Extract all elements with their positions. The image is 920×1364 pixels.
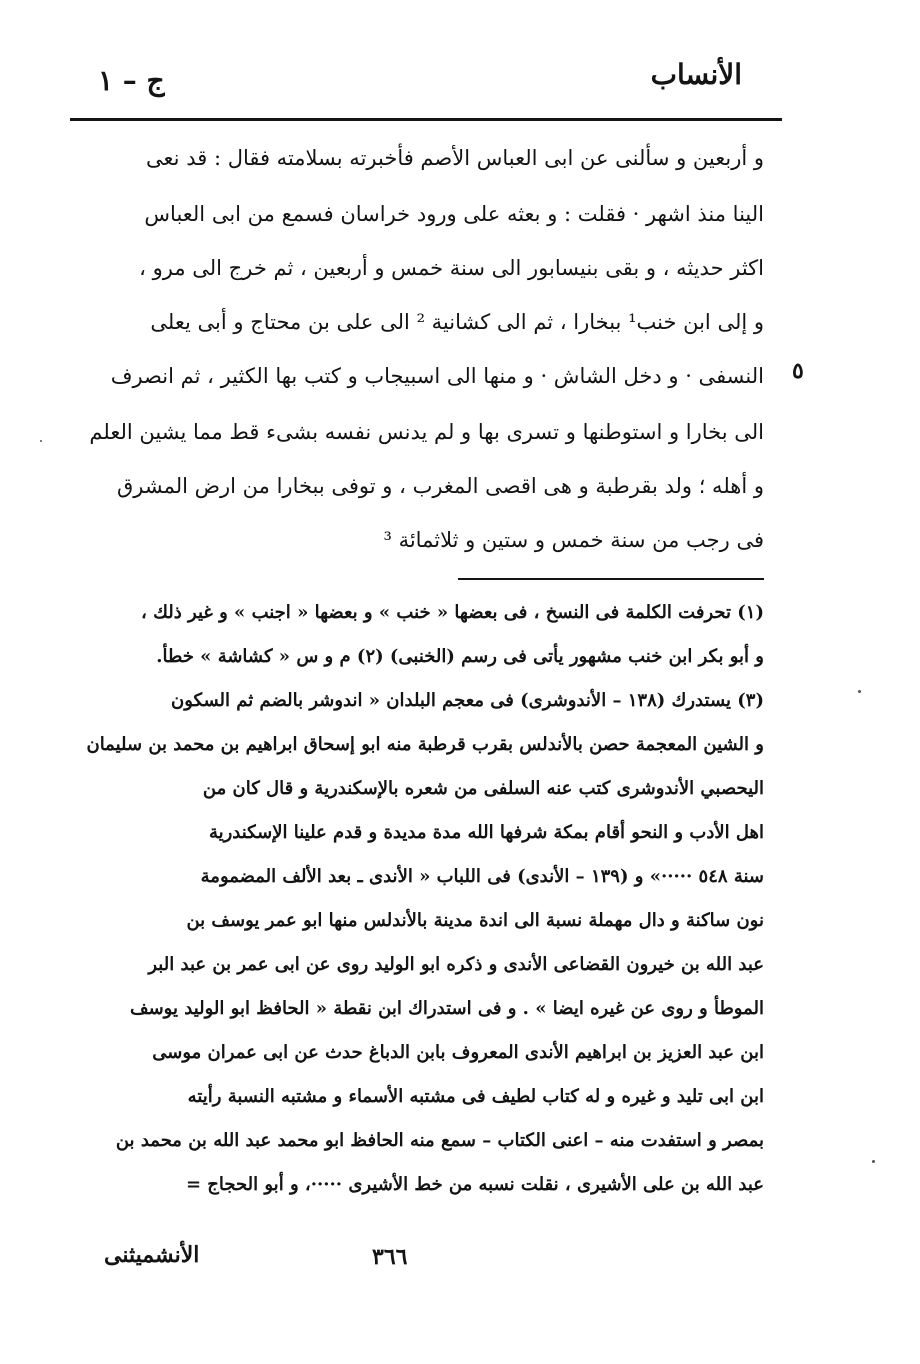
scan-speck <box>872 1160 875 1163</box>
main-text-line: و أهله ؛ ولد بقرطبة و هى اقصى المغرب ، و توفى ببخارا من ارض المشرق <box>116 474 764 498</box>
main-text-line: النسفى · و دخل الشاش · و منها الى اسبيجاب و كتب بها الكثير ، ثم انصرف <box>110 364 764 388</box>
main-text-line: الينا منذ اشهر · فقلت : و بعثه على ورود خراسان فسمع من ابى العباس <box>144 202 764 226</box>
footnote-line: اهل الأدب و النحو أقام بمكة شرفها الله مدة مديدة و قدم علينا الإسكندرية <box>208 822 764 843</box>
volume-number: ج – ١ <box>98 64 165 97</box>
footnote-rule <box>458 578 764 580</box>
footnote-line: ابن ابى تليد و غيره و له كتاب لطيف فى مشتبه الأسماء و مشتبه النسبة رأيته <box>187 1086 764 1107</box>
footnote-line: عبد الله بن على الأشيرى ، نقلت نسبه من خط الأشيرى ·····، و أبو الحجاج = <box>185 1174 764 1195</box>
footnote-line: (٣) يستدرك (١٣٨ – الأندوشرى) فى معجم البلدان « اندوشر بالضم ثم السكون <box>170 690 764 711</box>
footnote-line: اليحصبي الأندوشرى كتب عنه السلفى من شعره بالإسكندرية و قال كان من <box>202 778 764 799</box>
line-number-marker: ٥ <box>792 358 804 384</box>
footnote-line: سنة ٥٤٨ ·····» و (١٣٩ – الأندى) فى اللباب « الأندى ـ بعد الألف المضمومة <box>200 866 764 887</box>
main-text-line: و إلى ابن خنب¹ ببخارا ، ثم الى كشانية ² الى على بن محتاج و أبى يعلى <box>150 310 764 334</box>
page-number: ٣٦٦ <box>372 1244 408 1270</box>
main-text-line: اكثر حديثه ، و بقى بنيسابور الى سنة خمس و أربعين ، ثم خرج الى مرو ، <box>139 256 764 280</box>
scan-speck <box>40 440 42 442</box>
main-text-line: و أربعين و سألنى عن ابى العباس الأصم فأخبرته بسلامته فقال : قد نعى <box>146 146 764 170</box>
footnote-line: عبد الله بن خيرون القضاعى الأندى و ذكره ابو الوليد روى عن ابى عمر بن عبد البر <box>148 954 764 975</box>
footnote-line: و أبو بكر ابن خنب مشهور يأتى فى رسم (الخنبى) (٢) م و س « كشاشة » خطأ. <box>156 646 764 667</box>
footnote-line: نون ساكنة و دال مهملة نسبة الى اندة مدينة بالأندلس منها ابو عمر يوسف بن <box>186 910 764 931</box>
scan-speck <box>858 690 861 693</box>
footnote-line: الموطأ و روى عن غيره ايضا » . و فى استدراك ابن نقطة « الحافظ ابو الوليد يوسف <box>129 998 764 1019</box>
footnote-line: و الشين المعجمة حصن بالأندلس بقرب قرطبة منه ابو إسحاق ابراهيم بن محمد بن سليمان <box>86 734 764 755</box>
catchword: الأنشميثنى <box>104 1242 200 1268</box>
footnote-line: بمصر و استفدت منه – اعنى الكتاب – سمع منه الحافظ ابو محمد عبد الله بن محمد بن <box>115 1130 764 1151</box>
footnote-line: ابن عبد العزيز بن ابراهيم الأندى المعروف بابن الدباغ حدث عن ابى عمران موسى <box>152 1042 764 1063</box>
main-text-line: فى رجب من سنة خمس و ستين و ثلاثمائة ³ <box>383 528 764 552</box>
header-rule <box>70 118 782 121</box>
footnote-line: (١) تحرفت الكلمة فى النسخ ، فى بعضها « خنب » و بعضها « اجنب » و غير ذلك ، <box>141 602 764 623</box>
running-title: الأنساب <box>650 58 742 91</box>
main-text-line: الى بخارا و استوطنها و تسرى بها و لم يدنس نفسه بشىء قط مما يشين العلم <box>89 420 764 444</box>
